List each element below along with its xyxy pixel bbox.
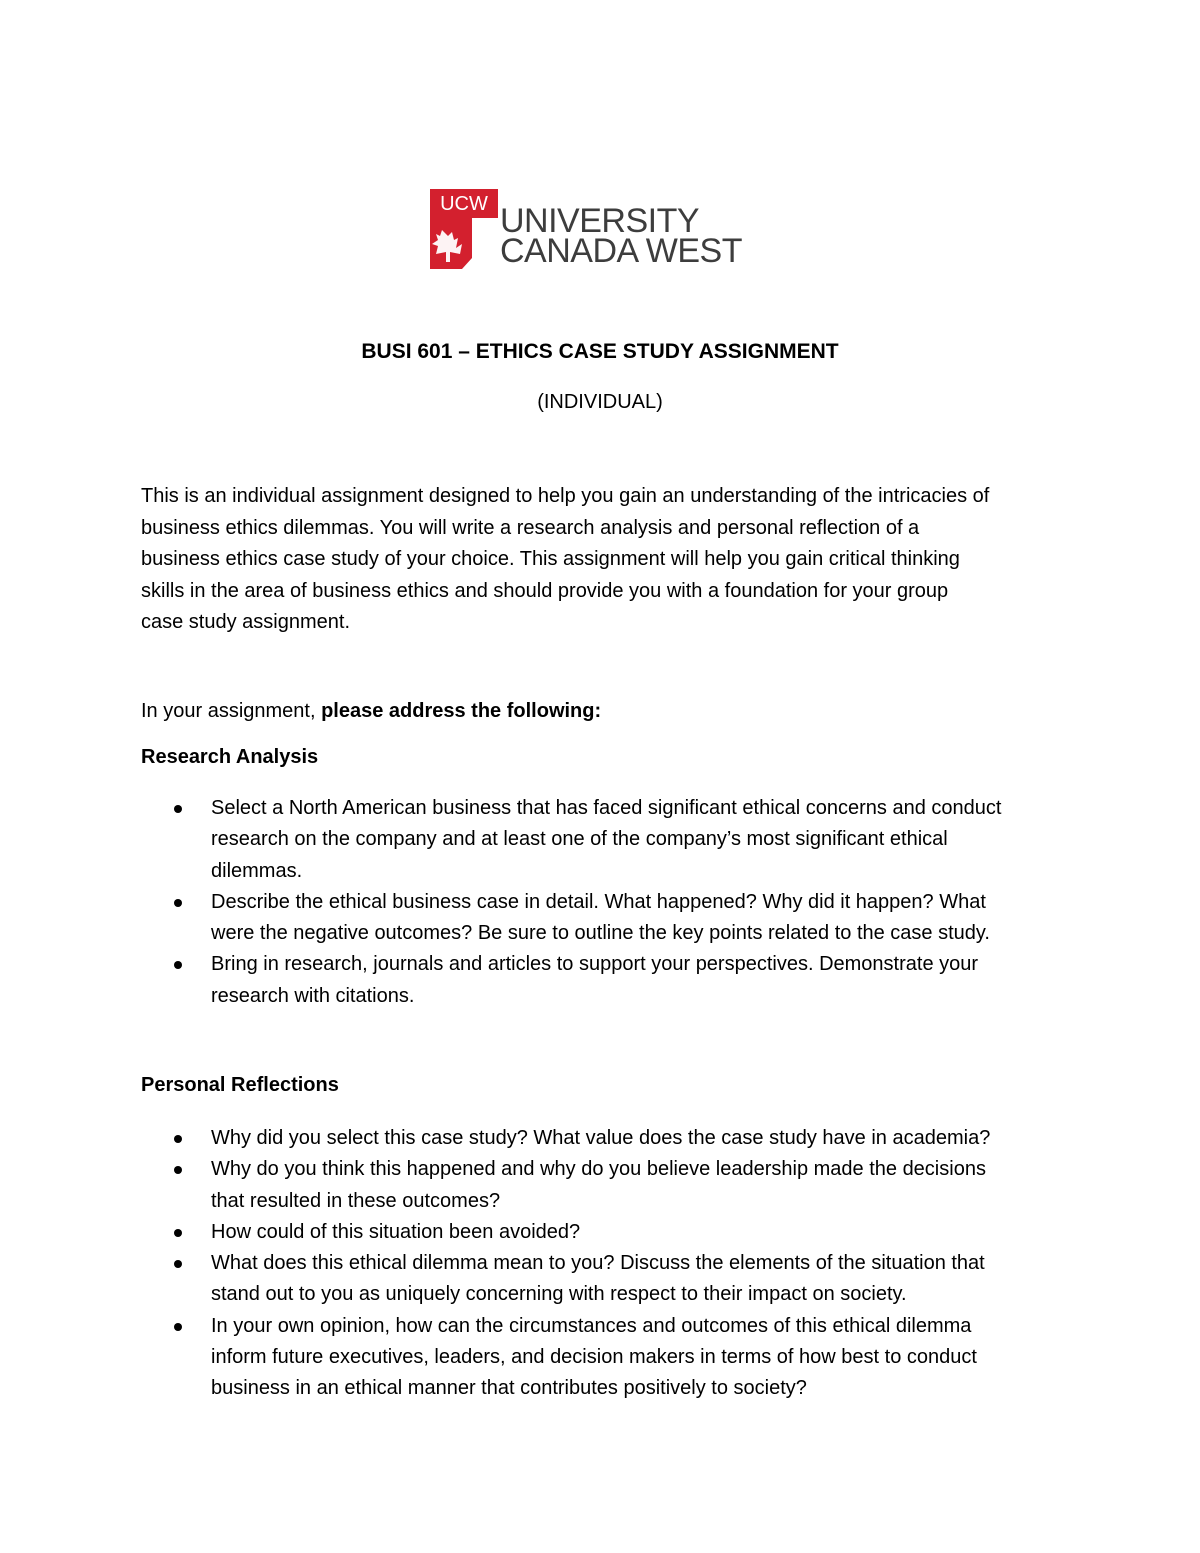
list-item-line: Describe the ethical business case in detail. What happened? Why did it happen? What <box>211 890 986 913</box>
list-item-line: What does this ethical dilemma mean to you? Discuss the elements of the situation that <box>211 1252 985 1275</box>
lead-bold-text: please address the following: <box>321 700 602 722</box>
list-item-line: research with citations. <box>211 984 415 1007</box>
list-item-line: Why did you select this case study? What value does the case study have in academia? <box>211 1127 991 1149</box>
bullet-icon <box>174 961 182 969</box>
bullet-icon <box>174 899 182 907</box>
list-item <box>141 1311 1081 1405</box>
list-item-line: Bring in research, journals and articles to support your perspectives. Demonstrate your <box>211 953 979 976</box>
intro-line: skills in the area of business ethics and should provide you with a foundation for your group <box>141 579 949 602</box>
list-item <box>141 1248 1081 1311</box>
lead-plain-text: In your assignment, <box>141 700 322 722</box>
list-item-line: research on the company and at least one of the company’s most significant ethical <box>211 828 948 851</box>
intro-line: business ethics dilemmas. You will write a research analysis and personal reflection of a <box>141 516 920 539</box>
research-analysis-list <box>141 793 1081 1012</box>
intro-line: business ethics case study of your choice. This assignment will help you gain critical thinking <box>141 548 960 570</box>
ucw-badge-text: UCW <box>440 193 488 215</box>
personal-reflections-heading: Personal Reflections <box>141 1074 339 1096</box>
list-item-line: inform future executives, leaders, and decision makers in terms of how best to conduct <box>211 1346 977 1369</box>
bullet-icon <box>174 805 182 813</box>
intro-line: This is an individual assignment designed to help you gain an understanding of the intricacies of <box>141 485 990 507</box>
logo-line-canada-west: CANADA WEST <box>500 232 742 270</box>
university-logo <box>428 188 778 272</box>
bullet-icon <box>174 1135 182 1143</box>
instructions-lead <box>141 700 601 723</box>
document-subtitle: (INDIVIDUAL) <box>537 391 663 413</box>
ucw-shield-icon <box>428 188 500 270</box>
list-item-line: business in an ethical manner that contributes positively to society? <box>211 1377 807 1400</box>
document-title: BUSI 601 – ETHICS CASE STUDY ASSIGNMENT <box>361 340 839 363</box>
list-item <box>141 1217 1081 1248</box>
list-item-line: dilemmas. <box>211 859 303 882</box>
list-item-line: stand out to you as uniquely concerning with respect to their impact on society. <box>211 1283 907 1306</box>
bullet-icon <box>174 1166 182 1174</box>
intro-line: case study assignment. <box>141 611 350 633</box>
list-item-line: were the negative outcomes? Be sure to outline the key points related to the case study. <box>211 922 990 945</box>
list-item-line: In your own opinion, how can the circumstances and outcomes of this ethical dilemma <box>211 1314 972 1337</box>
bullet-icon <box>174 1229 182 1237</box>
list-item-line: Why do you think this happened and why do you believe leadership made the decisions <box>211 1158 986 1181</box>
list-item-line: that resulted in these outcomes? <box>211 1189 501 1212</box>
intro-paragraph <box>141 481 1076 639</box>
personal-reflections-list <box>141 1123 1081 1405</box>
list-item <box>141 887 1081 950</box>
list-item-line: Select a North American business that has faced significant ethical concerns and conduct <box>211 797 1002 819</box>
bullet-icon <box>174 1323 182 1331</box>
list-item <box>141 1154 1081 1217</box>
logo-line-university: UNIVERSITY <box>500 202 700 240</box>
research-analysis-heading: Research Analysis <box>141 746 319 768</box>
bullet-icon <box>174 1260 182 1268</box>
list-item <box>141 949 1081 1012</box>
logo-wordmark <box>500 202 742 270</box>
list-item <box>141 1123 1081 1154</box>
list-item-line: How could of this situation been avoided? <box>211 1220 581 1243</box>
list-item <box>141 793 1081 887</box>
